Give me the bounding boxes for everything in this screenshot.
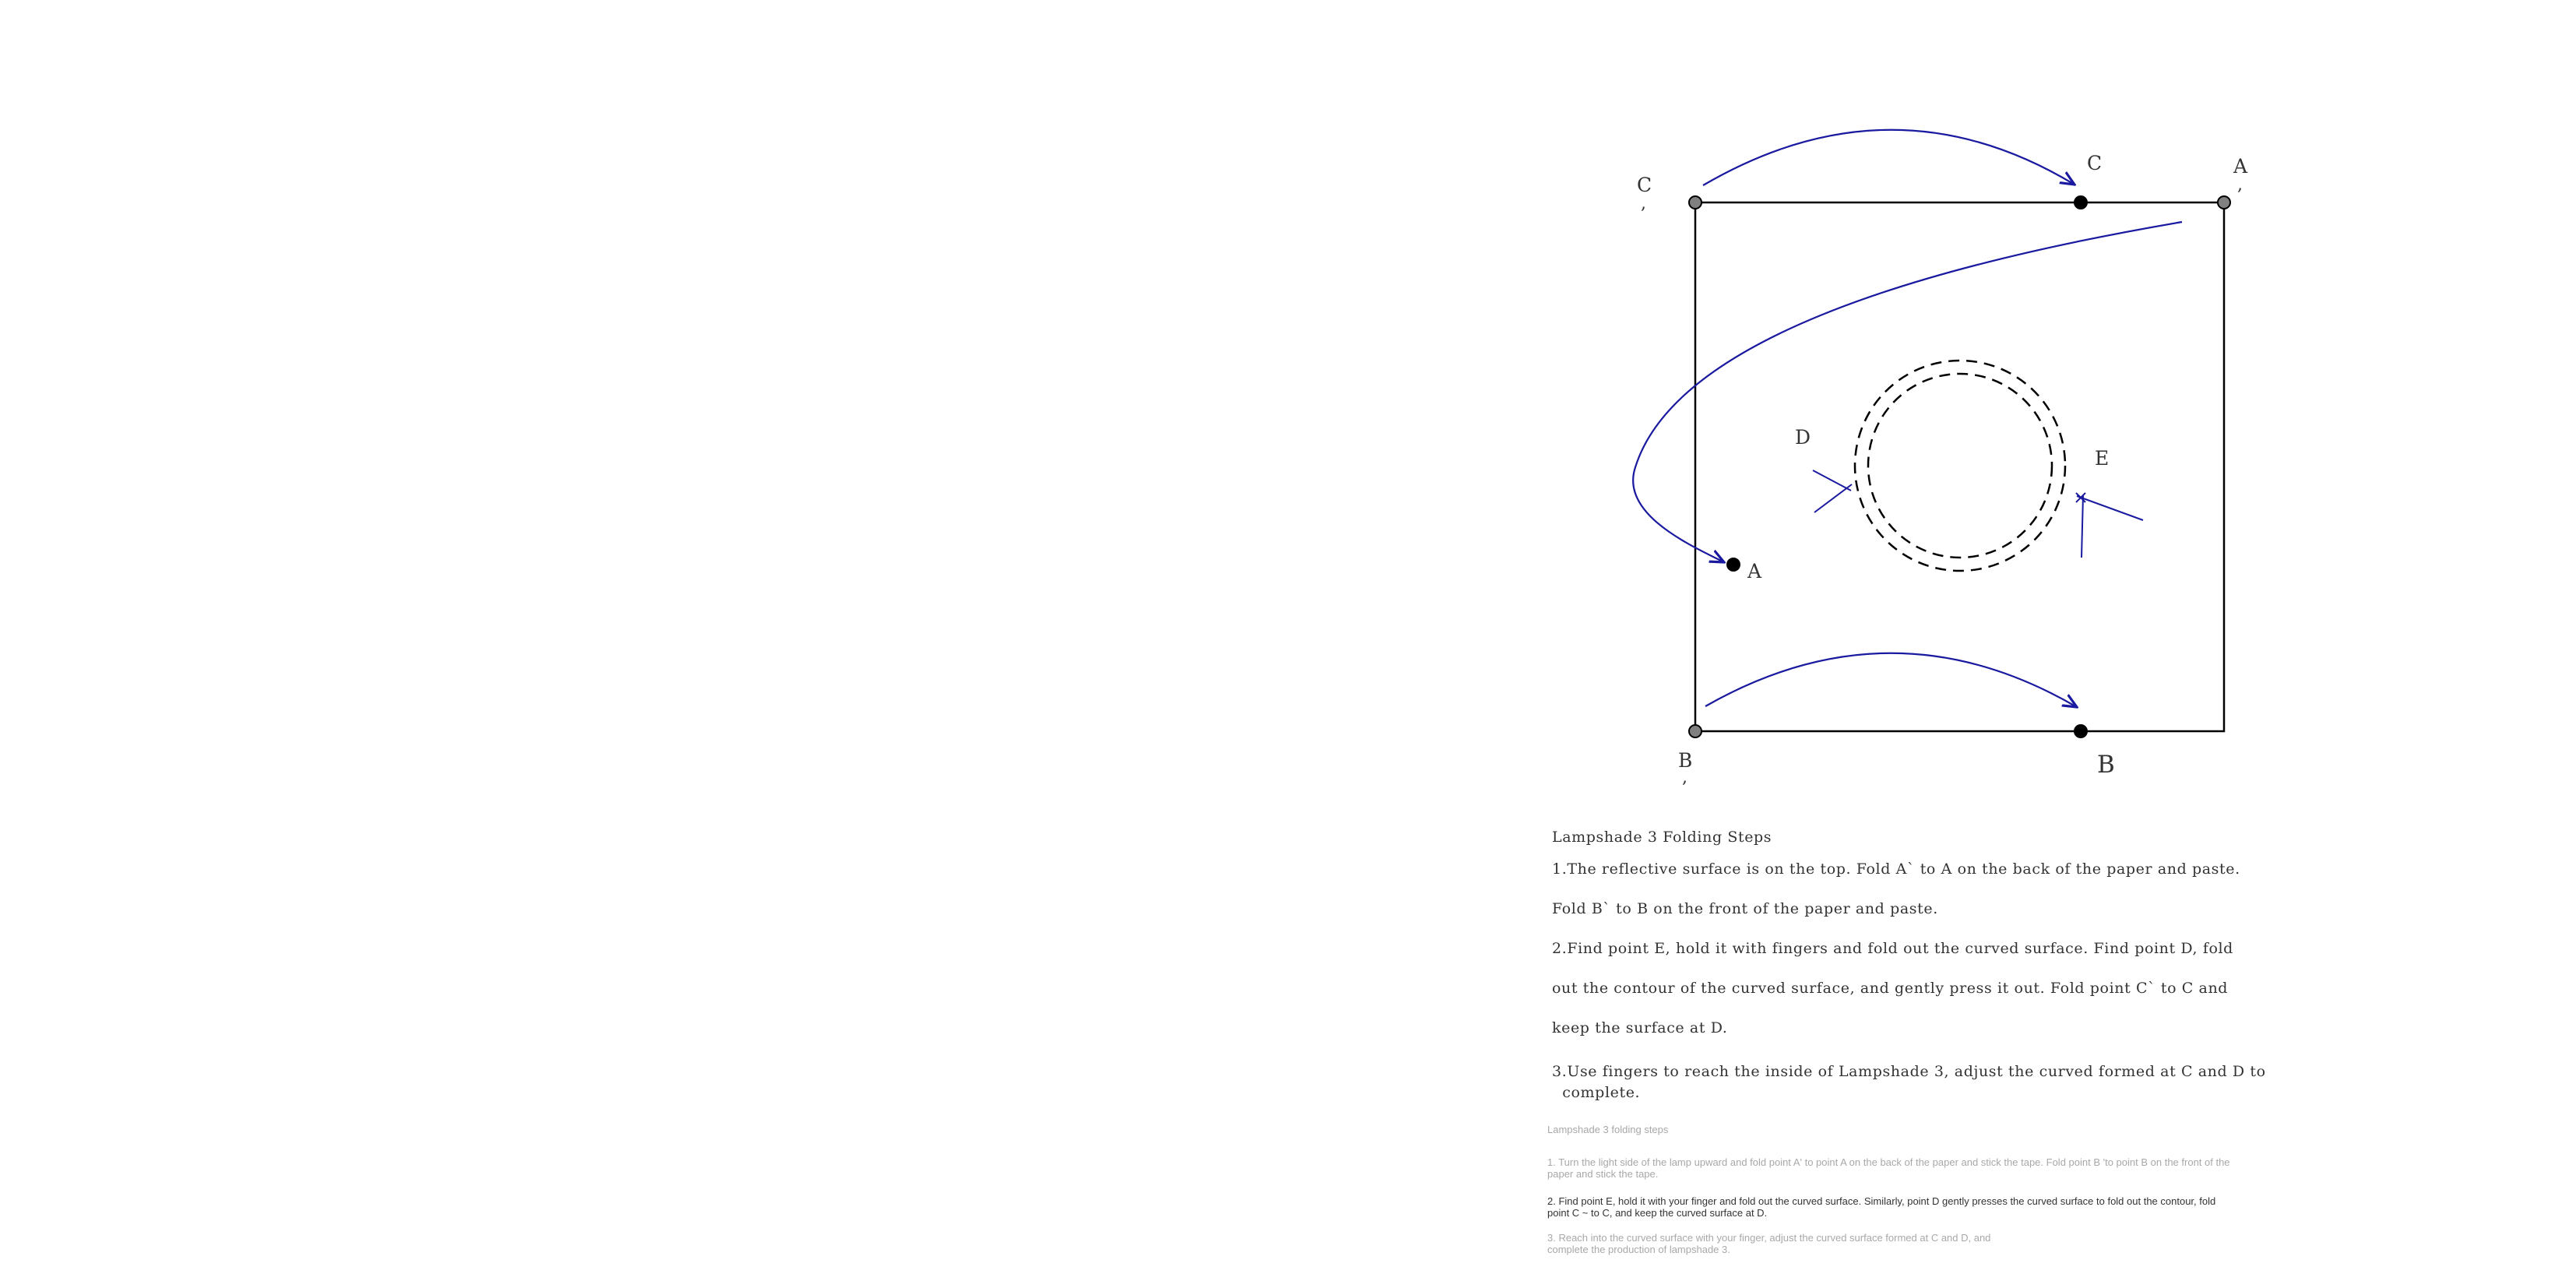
step2-line1: 2.Find point E, hold it with fingers and fold out the curved surface. Find point D, fold [1552,940,2233,957]
step3-line2: complete. [1552,1084,1641,1101]
label-b-prime-mark: , [1682,768,1687,787]
point-b-prime [1689,725,1701,737]
label-b-prime: B [1678,749,1693,772]
label-a: A [1747,560,1762,582]
point-a [1726,558,1740,572]
label-e: E [2095,447,2110,470]
label-c: C [2087,152,2103,174]
label-c-prime: C [1637,174,1652,196]
point-a-prime [2218,196,2230,209]
point-c [2074,195,2088,209]
alt-step3-line2: complete the production of lampshade 3. [1547,1244,1730,1255]
point-b [2074,724,2088,738]
arrow-b-prime-to-b [1705,653,2077,707]
point-e-marker [2076,493,2143,558]
alt-step2-line2: point C ~ to C, and keep the curved surface at D. [1547,1207,1768,1219]
alt-step3-line1: 3. Reach into the curved surface with your finger, adjust the curved surface formed at C and D, and [1547,1232,1991,1244]
point-d-marker [1813,470,1852,512]
label-d: D [1795,426,1811,449]
alt-step1-line1: 1. Turn the light side of the lamp upward and fold point A' to point A on the back of the paper and stick the tape. Fold point B 'to point B on the front of the [1547,1156,2230,1168]
step3-line1: 3.Use fingers to reach the inside of Lampshade 3, adjust the curved formed at C and D to [1552,1063,2266,1080]
paper-outline [1695,202,2224,731]
alt-step2-line1: 2. Find point E, hold it with your finger and fold out the curved surface. Similarly, point D gently presses the curved surface to fold out the contour, fold [1547,1195,2216,1207]
step1-line1: 1.The reflective surface is on the top. Fold A` to A on the back of the paper and paste. [1552,860,2240,878]
point-c-prime [1689,196,1701,209]
curved-surface-outer-circle [1855,361,2065,571]
step2-line2: out the contour of the curved surface, and gently press it out. Fold point C` to C and [1552,980,2229,997]
arrow-a-prime-to-a [1633,222,2182,562]
step1-line2: Fold B` to B on the front of the paper and paste. [1552,900,1938,917]
alt-step1-line2: paper and stick the tape. [1547,1168,1659,1180]
arrow-c-prime-to-c [1703,130,2075,185]
label-a-prime: A [2233,155,2248,178]
label-b: B [2097,751,2115,779]
step2-line3: keep the surface at D. [1552,1019,1728,1036]
instructions-title: Lampshade 3 Folding Steps [1552,829,1772,846]
label-a-prime-mark: , [2237,175,2243,195]
label-c-prime-mark: , [1641,194,1646,213]
alt-instructions-title: Lampshade 3 folding steps [1547,1124,1669,1135]
curved-surface-inner-circle [1868,374,2052,558]
